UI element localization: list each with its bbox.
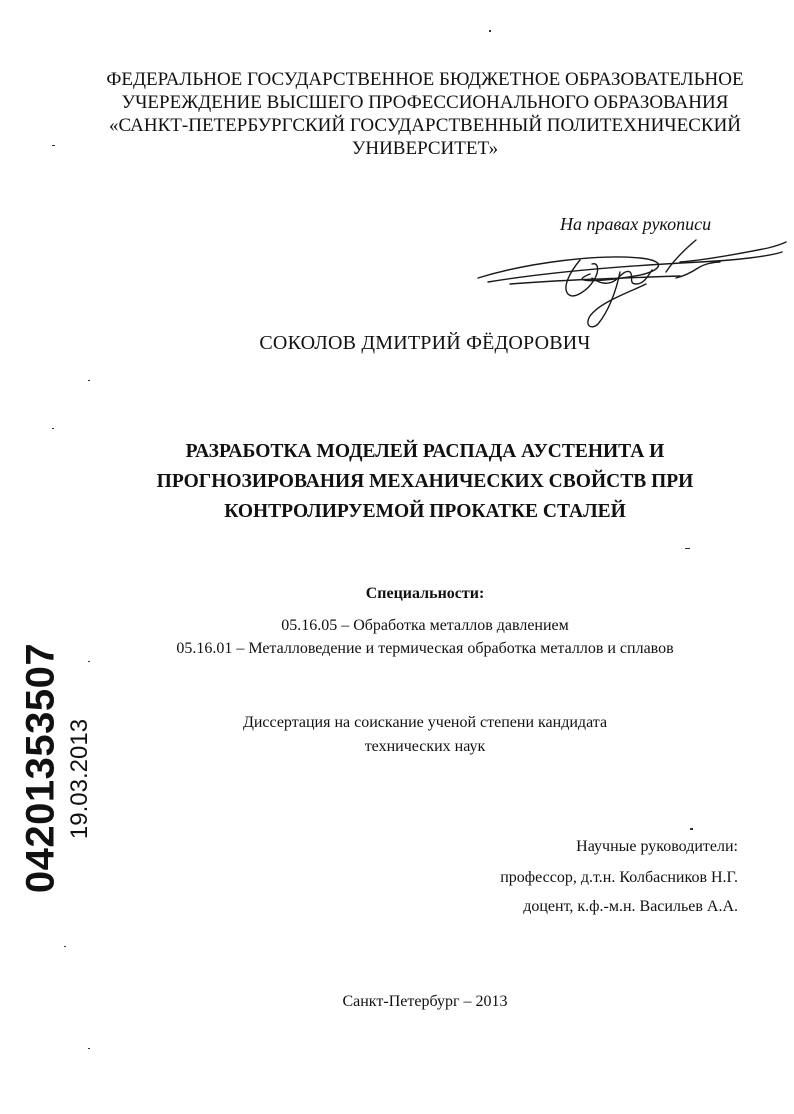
title-line: РАЗРАБОТКА МОДЕЛЕЙ РАСПАДА АУСТЕНИТА И: [185, 441, 665, 462]
signature-image: [470, 232, 790, 332]
scan-speck: [52, 428, 54, 429]
degree-statement: [60, 711, 790, 759]
scan-speck: [690, 828, 693, 830]
organization-line: УНИВЕРСИТЕТ»: [351, 138, 499, 159]
specialty-item: 05.16.01 – Металловедение и термическая обработка металлов и сплавов: [176, 640, 674, 657]
title-line: КОНТРОЛИРУЕМОЙ ПРОКАТКЕ СТАЛЕЙ: [224, 501, 626, 522]
organization-line: «САНКТ-ПЕТЕРБУРГСКИЙ ГОСУДАРСТВЕННЫЙ ПОЛИТЕХНИЧЕСКИЙ: [108, 115, 742, 136]
scan-speck: [52, 145, 55, 146]
degree-line: технических наук: [364, 738, 486, 755]
title-line: ПРОГНОЗИРОВАНИЯ МЕХАНИЧЕСКИХ СВОЙСТВ ПРИ: [156, 471, 694, 492]
scan-speck: [88, 380, 90, 381]
supervisor-item: профессор, д.т.н. Колбасников Н.Г.: [500, 869, 738, 886]
library-stamp-date: 19.03.2013: [66, 718, 93, 840]
manuscript-note: На правах рукописи: [560, 214, 712, 234]
city-year: Санкт-Петербург – 2013: [342, 993, 508, 1010]
specialties-heading: Специальности:: [365, 585, 485, 602]
organization-line: ФЕДЕРАЛЬНОЕ ГОСУДАРСТВЕННОЕ БЮДЖЕТНОЕ ОБРАЗОВАТЕЛЬНОЕ: [106, 69, 744, 90]
scan-speck: [489, 30, 491, 32]
author-name: СОКОЛОВ ДМИТРИЙ ФЁДОРОВИЧ: [259, 332, 591, 354]
specialty-item: 05.16.05 – Обработка металлов давлением: [281, 617, 569, 634]
supervisor-item: доцент, к.ф.-м.н. Васильев А.А.: [523, 898, 738, 915]
scan-speck: [88, 1048, 90, 1049]
organization-line: УЧЕРЕЖДЕНИЕ ВЫСШЕГО ПРОФЕССИОНАЛЬНОГО ОБРАЗОВАНИЯ: [121, 92, 729, 113]
scan-speck: [64, 946, 66, 947]
degree-line: Диссертация на соискание ученой степени кандидата: [242, 714, 608, 731]
dissertation-title: [60, 437, 790, 527]
scan-speck: [685, 548, 690, 549]
scan-speck: [88, 661, 90, 662]
library-stamp-code: 04201353507: [18, 642, 63, 894]
organization-header: [60, 68, 790, 160]
supervisors-heading: Научные руководители:: [576, 838, 738, 855]
